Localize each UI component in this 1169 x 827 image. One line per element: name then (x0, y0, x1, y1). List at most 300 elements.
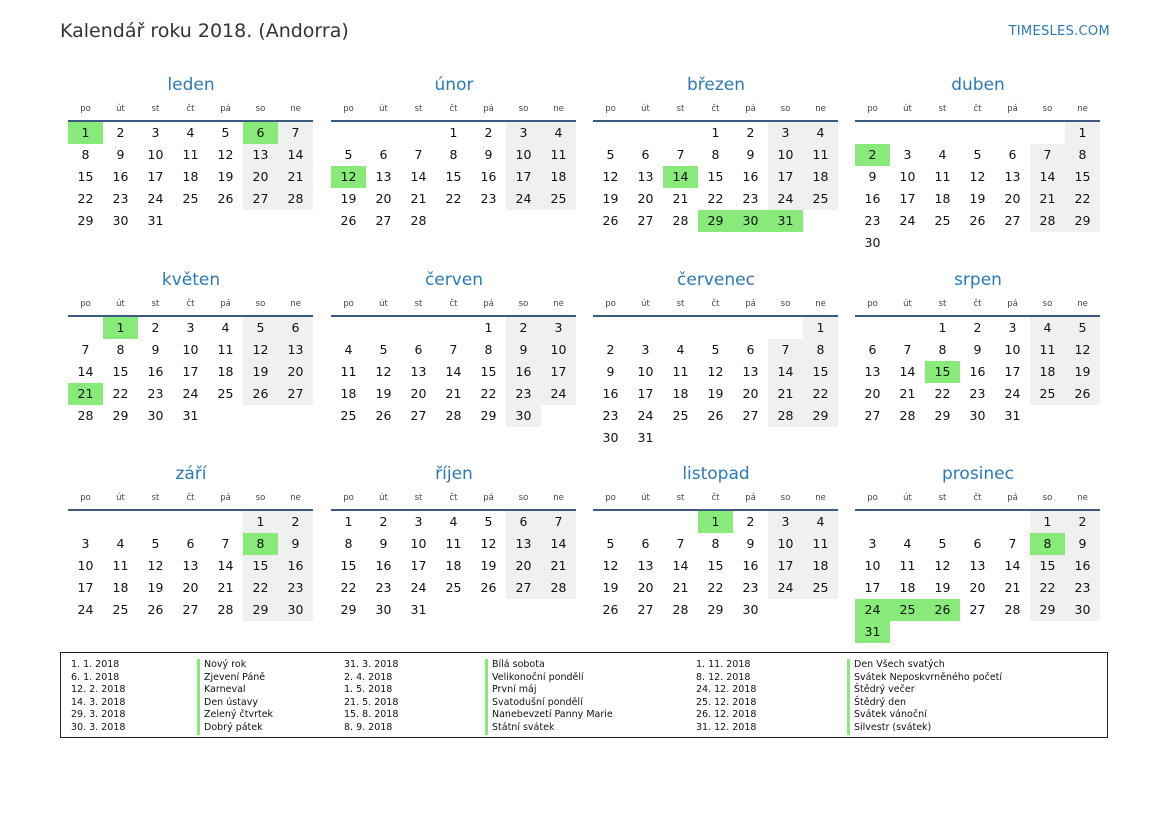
day-cell: 13 (278, 339, 313, 361)
weekday-header: po (80, 104, 91, 114)
day-cell: 13 (375, 169, 392, 184)
day-cell: 5 (606, 536, 615, 551)
day-cell: 26 (707, 408, 724, 423)
weekday-header: pá (483, 104, 494, 114)
day-cell: 28 (278, 188, 313, 210)
day-cell: 11 (672, 364, 689, 379)
day-cell: 18 (112, 580, 129, 595)
weekday-header: ne (815, 299, 826, 309)
day-cell: 11 (340, 364, 357, 379)
day-cell: 26 (340, 213, 357, 228)
day-cell: 27 (742, 408, 759, 423)
day-cell: 26 (602, 213, 619, 228)
page-title: Kalendář roku 2018. (Andorra) (60, 20, 349, 42)
day-cell: 11 (803, 533, 838, 555)
day-cell: 20 (410, 386, 427, 401)
day-cell: 14 (1030, 166, 1065, 188)
day-cell: 25 (182, 191, 199, 206)
day-cell: 12 (934, 558, 951, 573)
day-cell: 1 (711, 125, 720, 140)
day-cell: 25 (934, 213, 951, 228)
holiday-day-cell: 2 (855, 144, 890, 166)
day-cell: 2 (606, 342, 615, 357)
day-cell: 10 (147, 147, 164, 162)
day-cell: 1 (938, 320, 947, 335)
day-cell: 12 (147, 558, 164, 573)
day-cell: 12 (1065, 339, 1100, 361)
day-cell: 8 (803, 339, 838, 361)
weekday-header: út (116, 493, 125, 503)
empty-cell (628, 511, 663, 533)
day-cell: 23 (375, 580, 392, 595)
day-cell: 13 (864, 364, 881, 379)
day-cell: 24 (182, 386, 199, 401)
day-cell: 26 (1065, 383, 1100, 405)
holiday-day-cell: 1 (698, 511, 733, 533)
holiday-day-cell: 30 (733, 210, 768, 232)
day-cell: 2 (746, 125, 755, 140)
day-cell: 23 (602, 408, 619, 423)
day-cell: 8 (484, 342, 493, 357)
day-cell: 16 (864, 191, 881, 206)
legend-holiday-name: Zjevení Páně (197, 672, 273, 685)
legend-name-column (197, 659, 273, 735)
weekday-header: so (1042, 299, 1053, 309)
day-cell: 26 (480, 580, 497, 595)
empty-cell (890, 511, 925, 533)
empty-cell (1030, 122, 1065, 144)
day-cell: 28 (1030, 210, 1065, 232)
day-cell: 17 (77, 580, 94, 595)
day-cell: 17 (768, 166, 803, 188)
day-cell: 11 (803, 144, 838, 166)
empty-cell (855, 511, 890, 533)
weekday-header: so (1042, 493, 1053, 503)
weekday-header: st (938, 493, 947, 503)
day-cell: 22 (803, 383, 838, 405)
day-cell: 14 (768, 361, 803, 383)
day-cell: 26 (147, 602, 164, 617)
day-cell: 9 (116, 147, 125, 162)
day-cell: 11 (899, 558, 916, 573)
day-cell: 14 (899, 364, 916, 379)
weekday-header: ne (815, 104, 826, 114)
day-cell: 4 (903, 536, 912, 551)
legend-holiday-name: Velikonoční pondělí (485, 672, 613, 685)
day-cell: 10 (541, 339, 576, 361)
day-cell: 27 (969, 602, 986, 617)
day-cell: 23 (1065, 577, 1100, 599)
day-cell: 1 (344, 514, 353, 529)
empty-cell (925, 511, 960, 533)
weekday-header: po (605, 299, 616, 309)
weekday-header: ne (290, 104, 301, 114)
day-cell: 21 (768, 383, 803, 405)
day-cell: 25 (445, 580, 462, 595)
legend-holiday-name: Svátek vánoční (847, 709, 1002, 722)
day-cell: 23 (506, 383, 541, 405)
day-cell: 6 (414, 342, 423, 357)
holiday-day-cell: 15 (925, 361, 960, 383)
legend-name-column (485, 659, 613, 735)
month-1 (68, 72, 314, 232)
day-cell: 6 (641, 147, 650, 162)
month-name: srpen (954, 270, 1002, 290)
weekday-header: po (605, 104, 616, 114)
month-name: květen (161, 270, 221, 290)
day-cell: 22 (112, 386, 129, 401)
weekday-header: čt (711, 493, 720, 503)
day-cell: 15 (707, 169, 724, 184)
day-cell: 29 (934, 408, 951, 423)
day-cell: 4 (803, 122, 838, 144)
weekday-header: pá (220, 299, 231, 309)
day-cell: 14 (541, 533, 576, 555)
weekday-header: ne (1077, 299, 1088, 309)
day-cell: 15 (243, 555, 278, 577)
day-cell: 16 (969, 364, 986, 379)
legend-holiday-name: Svatodušní pondělí (485, 697, 613, 710)
day-cell: 27 (375, 213, 392, 228)
day-cell: 5 (484, 514, 493, 529)
holiday-day-cell: 12 (331, 166, 366, 188)
day-cell: 8 (81, 147, 90, 162)
weekday-header: so (255, 104, 266, 114)
month-name: červen (424, 270, 484, 290)
day-cell: 5 (606, 147, 615, 162)
empty-cell (593, 122, 628, 144)
day-cell: 18 (1030, 361, 1065, 383)
day-cell: 14 (445, 364, 462, 379)
legend-date: 21. 5. 2018 (344, 696, 399, 708)
day-cell: 28 (768, 405, 803, 427)
day-cell: 4 (221, 320, 230, 335)
legend-holiday-name: Nový rok (197, 659, 273, 672)
day-cell: 20 (864, 386, 881, 401)
day-cell: 16 (602, 386, 619, 401)
empty-cell (768, 317, 803, 339)
day-cell: 14 (672, 558, 689, 573)
day-cell: 7 (676, 147, 685, 162)
day-cell: 23 (864, 213, 881, 228)
day-cell: 15 (480, 364, 497, 379)
day-cell: 28 (77, 408, 94, 423)
empty-cell (366, 122, 401, 144)
day-cell: 6 (379, 147, 388, 162)
day-cell: 20 (278, 361, 313, 383)
day-cell: 9 (746, 536, 755, 551)
day-cell: 3 (768, 122, 803, 144)
day-cell: 1 (803, 317, 838, 339)
day-cell: 2 (746, 514, 755, 529)
legend-holiday-name: Silvestr (svátek) (847, 722, 1002, 735)
day-cell: 21 (672, 580, 689, 595)
day-cell: 11 (934, 169, 951, 184)
day-cell: 19 (602, 191, 619, 206)
day-cell: 20 (506, 555, 541, 577)
weekday-header: čt (186, 493, 195, 503)
day-cell: 10 (182, 342, 199, 357)
weekday-header: čt (449, 493, 458, 503)
month-name: říjen (435, 464, 473, 484)
legend-date: 26. 12. 2018 (696, 709, 757, 721)
day-cell: 20 (243, 166, 278, 188)
day-cell: 30 (742, 602, 759, 617)
legend-holiday-name: První máj (485, 684, 613, 697)
day-cell: 19 (217, 169, 234, 184)
weekday-header: so (255, 493, 266, 503)
day-cell: 7 (1008, 536, 1017, 551)
day-cell: 24 (410, 580, 427, 595)
legend-date-column (696, 659, 756, 735)
day-cell: 24 (1004, 386, 1021, 401)
day-cell: 7 (221, 536, 230, 551)
day-cell: 19 (707, 386, 724, 401)
day-cell: 31 (637, 430, 654, 445)
weekday-header: čt (973, 299, 982, 309)
holiday-day-cell: 8 (1030, 533, 1065, 555)
day-cell: 4 (803, 511, 838, 533)
weekday-header: út (116, 104, 125, 114)
month-12 (855, 461, 1101, 643)
weekday-header: po (343, 104, 354, 114)
day-cell: 25 (541, 188, 576, 210)
day-cell: 2 (973, 320, 982, 335)
day-cell: 10 (768, 533, 803, 555)
empty-cell (995, 122, 1030, 144)
day-cell: 22 (1030, 577, 1065, 599)
day-cell: 16 (506, 361, 541, 383)
day-cell: 9 (506, 339, 541, 361)
legend-date: 2. 4. 2018 (344, 671, 393, 683)
weekday-header: po (343, 493, 354, 503)
holiday-day-cell: 31 (855, 621, 890, 643)
day-cell: 8 (449, 147, 458, 162)
day-cell: 12 (375, 364, 392, 379)
day-cell: 23 (147, 386, 164, 401)
day-cell: 4 (344, 342, 353, 357)
day-cell: 17 (899, 191, 916, 206)
empty-cell (68, 317, 103, 339)
empty-cell (663, 122, 698, 144)
day-cell: 27 (864, 408, 881, 423)
holiday-day-cell: 25 (890, 599, 925, 621)
day-cell: 2 (151, 320, 160, 335)
weekday-header: čt (186, 299, 195, 309)
day-cell: 22 (707, 191, 724, 206)
weekday-header: po (867, 299, 878, 309)
day-cell: 13 (969, 558, 986, 573)
day-cell: 11 (182, 147, 199, 162)
empty-cell (103, 511, 138, 533)
weekday-header: st (414, 493, 423, 503)
day-cell: 24 (768, 577, 803, 599)
day-cell: 27 (637, 213, 654, 228)
day-cell: 25 (217, 386, 234, 401)
day-cell: 13 (1004, 169, 1021, 184)
day-cell: 9 (278, 533, 313, 555)
day-cell: 16 (742, 558, 759, 573)
weekday-header: út (641, 299, 650, 309)
day-cell: 5 (379, 342, 388, 357)
weekday-header: pá (1007, 299, 1018, 309)
day-cell: 21 (445, 386, 462, 401)
weekday-header: po (80, 493, 91, 503)
holiday-day-cell: 14 (663, 166, 698, 188)
empty-cell (138, 511, 173, 533)
day-cell: 19 (969, 191, 986, 206)
weekday-header: st (414, 104, 423, 114)
day-cell: 19 (934, 580, 951, 595)
day-cell: 25 (672, 408, 689, 423)
day-cell: 20 (182, 580, 199, 595)
day-cell: 5 (938, 536, 947, 551)
day-cell: 5 (221, 125, 230, 140)
day-cell: 7 (1030, 144, 1065, 166)
brand-link[interactable]: TIMESLES.COM (1008, 24, 1110, 39)
legend-holiday-name: Zelený čtvrtek (197, 709, 273, 722)
legend-holiday-name: Štědrý den (847, 697, 1002, 710)
day-cell: 12 (602, 558, 619, 573)
day-cell: 18 (340, 386, 357, 401)
day-cell: 5 (243, 317, 278, 339)
day-cell: 13 (506, 533, 541, 555)
day-cell: 9 (1065, 533, 1100, 555)
month-5 (68, 267, 314, 427)
empty-cell (208, 511, 243, 533)
day-cell: 24 (637, 408, 654, 423)
month-name: listopad (682, 464, 750, 484)
day-cell: 18 (672, 386, 689, 401)
day-cell: 14 (410, 169, 427, 184)
day-cell: 18 (182, 169, 199, 184)
weekday-header: so (1042, 104, 1053, 114)
day-cell: 24 (541, 383, 576, 405)
day-cell: 17 (410, 558, 427, 573)
empty-cell (401, 317, 436, 339)
empty-cell (173, 511, 208, 533)
day-cell: 8 (344, 536, 353, 551)
empty-cell (698, 317, 733, 339)
day-cell: 10 (1004, 342, 1021, 357)
day-cell: 30 (278, 599, 313, 621)
legend-date: 8. 9. 2018 (344, 721, 393, 733)
day-cell: 3 (1008, 320, 1017, 335)
empty-cell (593, 511, 628, 533)
day-cell: 24 (899, 213, 916, 228)
day-cell: 19 (243, 361, 278, 383)
month-4 (855, 72, 1101, 254)
weekday-header: út (903, 493, 912, 503)
day-cell: 13 (410, 364, 427, 379)
weekday-header: po (867, 493, 878, 503)
legend-date-column (344, 659, 398, 735)
legend-date: 1. 5. 2018 (344, 684, 393, 696)
day-cell: 2 (278, 511, 313, 533)
weekday-header: út (903, 299, 912, 309)
weekday-header: so (780, 104, 791, 114)
legend-date: 12. 2. 2018 (71, 684, 126, 696)
day-cell: 6 (641, 536, 650, 551)
day-cell: 10 (768, 144, 803, 166)
day-cell: 28 (445, 408, 462, 423)
day-cell: 3 (868, 536, 877, 551)
day-cell: 7 (768, 339, 803, 361)
weekday-header: st (676, 493, 685, 503)
day-cell: 22 (77, 191, 94, 206)
weekday-header: st (938, 104, 947, 114)
weekday-header: pá (1007, 104, 1018, 114)
day-cell: 3 (768, 511, 803, 533)
day-cell: 19 (1065, 361, 1100, 383)
day-cell: 8 (711, 536, 720, 551)
weekday-header: po (605, 493, 616, 503)
day-cell: 19 (480, 558, 497, 573)
day-cell: 25 (340, 408, 357, 423)
day-cell: 29 (480, 408, 497, 423)
day-cell: 3 (151, 125, 160, 140)
day-cell: 11 (445, 536, 462, 551)
day-cell: 25 (803, 188, 838, 210)
day-cell: 27 (182, 602, 199, 617)
empty-cell (366, 317, 401, 339)
empty-cell (68, 511, 103, 533)
weekday-header: čt (711, 299, 720, 309)
day-cell: 5 (151, 536, 160, 551)
day-cell: 30 (1065, 599, 1100, 621)
day-cell: 3 (414, 514, 423, 529)
day-cell: 7 (81, 342, 90, 357)
day-cell: 28 (217, 602, 234, 617)
day-cell: 21 (672, 191, 689, 206)
empty-cell (995, 511, 1030, 533)
day-cell: 26 (217, 191, 234, 206)
day-cell: 18 (934, 191, 951, 206)
day-cell: 2 (116, 125, 125, 140)
month-name: duben (951, 75, 1005, 95)
day-cell: 5 (1065, 317, 1100, 339)
day-cell: 10 (506, 144, 541, 166)
day-cell: 12 (243, 339, 278, 361)
day-cell: 21 (1030, 188, 1065, 210)
month-11 (593, 461, 839, 621)
empty-cell (960, 511, 995, 533)
day-cell: 30 (147, 408, 164, 423)
holiday-day-cell: 31 (768, 210, 803, 232)
weekday-header: st (151, 493, 160, 503)
weekday-header: út (379, 104, 388, 114)
day-cell: 30 (602, 430, 619, 445)
day-cell: 6 (868, 342, 877, 357)
empty-cell (331, 317, 366, 339)
day-cell: 4 (116, 536, 125, 551)
day-cell: 4 (186, 125, 195, 140)
weekday-header: čt (711, 104, 720, 114)
weekday-header: st (938, 299, 947, 309)
weekday-header: st (151, 104, 160, 114)
day-cell: 20 (742, 386, 759, 401)
weekday-header: čt (186, 104, 195, 114)
day-cell: 3 (186, 320, 195, 335)
day-cell: 27 (506, 577, 541, 599)
day-cell: 1 (1030, 511, 1065, 533)
day-cell: 8 (938, 342, 947, 357)
day-cell: 14 (217, 558, 234, 573)
day-cell: 21 (278, 166, 313, 188)
weekday-header: pá (483, 299, 494, 309)
day-cell: 1 (484, 320, 493, 335)
day-cell: 27 (243, 188, 278, 210)
